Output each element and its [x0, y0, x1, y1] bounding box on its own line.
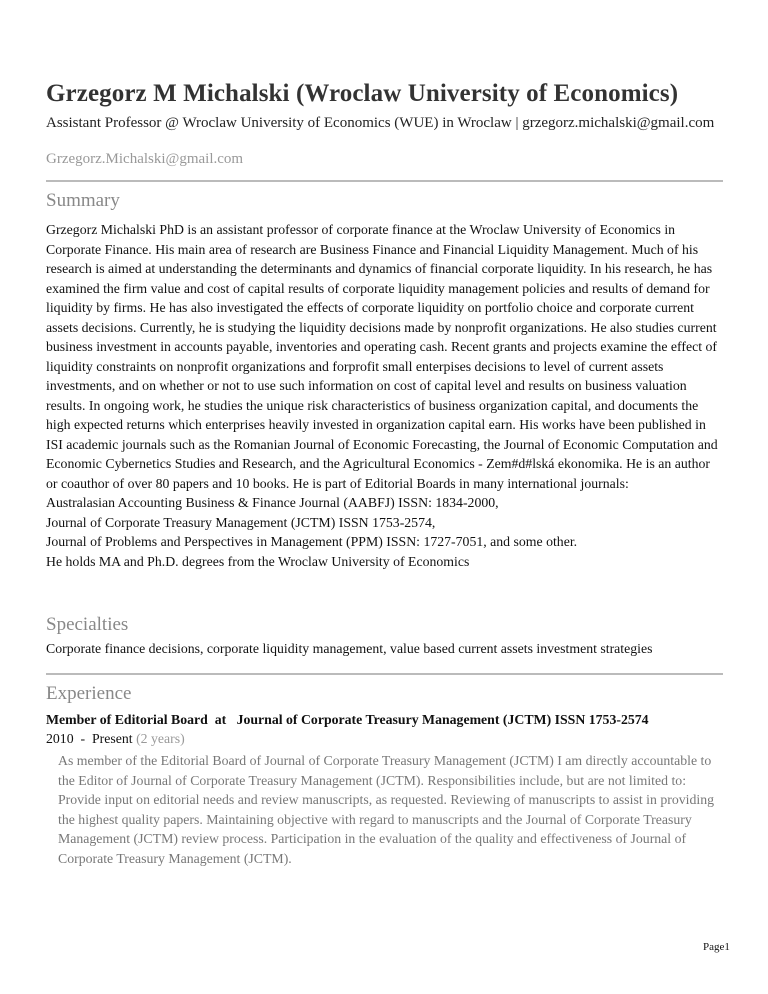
summary-line: Journal of Corporate Treasury Management (JCTM) ISSN 1753-2574,: [46, 514, 436, 530]
specialties-heading: Specialties: [46, 614, 129, 635]
job-date-range: 2010 - Present: [46, 731, 133, 746]
job-title: [46, 712, 649, 728]
divider: [46, 673, 723, 675]
job-duration: (2 years): [136, 731, 185, 746]
job-title-text: Member of Editorial Board at Journal of Corporate Treasury Management (JCTM) ISSN 1753-2574: [46, 712, 649, 727]
summary-body: [46, 220, 723, 571]
page-number: Page1: [703, 941, 730, 953]
summary-line: Journal of Problems and Perspectives in Management (PPM) ISSN: 1727-7051, and some other.: [46, 534, 578, 549]
profile-email[interactable]: Grzegorz.Michalski@gmail.com: [46, 151, 244, 167]
summary-line: Australasian Accounting Business & Finance Journal (AABFJ) ISSN: 1834-2000,: [46, 495, 499, 510]
summary-paragraph: Grzegorz Michalski PhD is an assistant professor of corporate finance at the Wroclaw University of Economics in Corporate Finance. His main area of research are Business Finance and Financial Liquidity Management. Much of his research is aimed at understanding the determinants and dynamics of financial corporate liquidity. In his research, he has examined the firm value and cost of capital results of corporate liquidity management policies and results of demand for liquidity by firms. He has also investigated the effects of corporate liquidity on portfolio choice and corporate current assets decisions. Currently, he is studying the liquidity decisions made by nonprofit organizations. He also studies current business investment in accounts payable, inventories and operating cash. Recent grants and projects examine the effect of liquidity constraints on nonprofit organizations and forprofit small enterpises decisions to level of current assets investments, and on whether or not to use such information on cost of capital level and results on business valuation results. In ongoing work, he studies the unique risk characteristics of business organization capital, and documents the high expected returns which enterprises heavily invested in organization capital earn. His works have been published in ISI academic journals such as the Romanian Journal of Economic Forecasting, the Journal of Economic Computation and Economic Cybernetics Studies and Research, and the Agricultural Economics - Zem#d#lská ekonomika. He is an author or coauthor of over 80 papers and 10 books. He is part of Editorial Boards in many international journals:: [46, 222, 718, 491]
job-description: As member of the Editorial Board of Journal of Corporate Treasury Management (JCTM) I am directly accountable to the Editor of Journal of Corporate Treasury Management (JCTM). Responsibilities include, but are not limited to: Provide input on editorial needs and review manuscripts, as requested. Reviewing of manuscripts to assist in providing the highest quality papers. Maintaining objective with regard to manuscripts and the Journal of Corporate Treasury Management (JCTM) review process. Participation in the evaluation of the quality and effectiveness of Journal of Corporate Treasury Management (JCTM).: [58, 753, 714, 866]
summary-heading: Summary: [46, 190, 120, 211]
profile-name: Grzegorz M Michalski (Wroclaw University of Economics): [46, 80, 679, 107]
divider: [46, 180, 723, 182]
specialties-text: Corporate finance decisions, corporate liquidity management, value based current assets investment strategies: [46, 641, 653, 656]
job-dates: [46, 731, 185, 747]
profile-headline: Assistant Professor @ Wroclaw University of Economics (WUE) in Wroclaw | grzegorz.michalski@gmail.com: [46, 115, 715, 131]
experience-heading: Experience: [46, 683, 132, 704]
summary-line: He holds MA and Ph.D. degrees from the Wroclaw University of Economics: [46, 553, 470, 569]
